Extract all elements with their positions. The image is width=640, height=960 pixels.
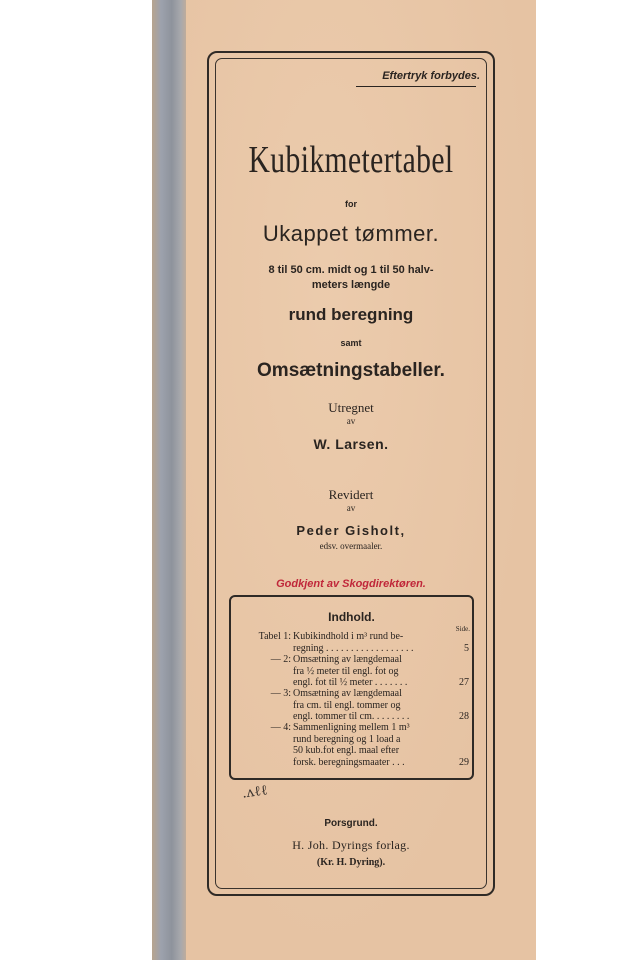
contents-entry bbox=[239, 631, 469, 654]
book-title: Kubikmetertabel bbox=[248, 139, 454, 181]
contents-entry-text bbox=[293, 722, 448, 768]
book-spine bbox=[152, 0, 188, 960]
publisher-owner: (Kr. H. Dyring). bbox=[316, 857, 386, 868]
contents-heading: Indhold. bbox=[328, 610, 375, 624]
contents-entry-line: Sammenligning mellem 1 m³ bbox=[293, 722, 410, 733]
computed-label bbox=[215, 400, 487, 426]
description-line: meters længde bbox=[311, 279, 391, 291]
contents-entry-line: Omsætning av længdemaal bbox=[293, 654, 402, 665]
contents-entry bbox=[239, 654, 469, 689]
contents-entry-page: 29 bbox=[459, 756, 469, 768]
revised-label bbox=[215, 487, 487, 513]
notice-underline bbox=[356, 86, 476, 87]
contents-entry-page: 27 bbox=[459, 677, 469, 688]
revised-by-word: av bbox=[346, 503, 356, 513]
contents-entry-text bbox=[293, 654, 448, 689]
description bbox=[215, 263, 487, 293]
revised-label-text: Revidert bbox=[328, 487, 374, 502]
calc-method: rund beregning bbox=[288, 305, 414, 324]
contents-entry-line: rund beregning og 1 load a bbox=[293, 733, 401, 745]
tables-title: Omsætningstabeller. bbox=[257, 360, 445, 381]
contents-entry-line: regning . . . . . . . . . . . . . . . . . . bbox=[293, 642, 414, 654]
contents-entry-text bbox=[293, 688, 448, 723]
contents-entry-page: 5 bbox=[464, 642, 469, 654]
contents-entry-label: — 4: bbox=[270, 722, 291, 733]
approval-stamp: Godkjent av Skogdirektøren. bbox=[276, 578, 426, 590]
contents-entry-line: fra cm. til engl. tommer og bbox=[293, 699, 401, 711]
computed-by-word: av bbox=[346, 416, 356, 426]
contents-entry-line: forsk. beregningsmaater . . . bbox=[293, 756, 405, 768]
contents-entry bbox=[239, 688, 469, 723]
publisher-name: H. Joh. Dyrings forlag. bbox=[292, 838, 410, 852]
contents-entry-label: — 2: bbox=[270, 654, 291, 665]
contents-entry-line: Kubikindhold i m³ rund be- bbox=[293, 631, 404, 642]
author-name: W. Larsen. bbox=[313, 436, 389, 452]
contents-entry-line: engl. fot til ½ meter . . . . . . . bbox=[293, 677, 408, 688]
computed-label-text: Utregnet bbox=[328, 400, 374, 415]
publication-place: Porsgrund. bbox=[324, 818, 378, 829]
contents-entry bbox=[239, 722, 469, 768]
book-subtitle: Ukappet tømmer. bbox=[262, 221, 440, 246]
contents-entry-line: fra ½ meter til engl. fot og bbox=[293, 665, 399, 677]
contents-entry-page: 28 bbox=[459, 711, 469, 722]
contents-entry-line: 50 kub.fot engl. maal efter bbox=[293, 745, 400, 756]
handwritten-mark-icon: .ʌℓℓ bbox=[240, 782, 269, 802]
contents-entry-label: — 3: bbox=[270, 688, 291, 699]
contents-entry-text bbox=[293, 631, 448, 654]
contents-entry-line: engl. tommer til cm. . . . . . . . bbox=[293, 711, 410, 722]
contents-entry-label: Tabel 1: bbox=[258, 631, 291, 642]
and-word: samt bbox=[340, 338, 362, 348]
page-column-label: Side. bbox=[455, 625, 470, 633]
for-word: for bbox=[345, 199, 357, 209]
description-line: 8 til 50 cm. midt og 1 til 50 halv- bbox=[268, 264, 434, 276]
reviser-name: Peder Gisholt, bbox=[296, 523, 406, 538]
reviser-title: edsv. overmaaler. bbox=[319, 541, 383, 551]
reprint-notice: Eftertryk forbydes. bbox=[382, 70, 480, 82]
contents-entry-line: Omsætning av længdemaal bbox=[293, 688, 402, 699]
